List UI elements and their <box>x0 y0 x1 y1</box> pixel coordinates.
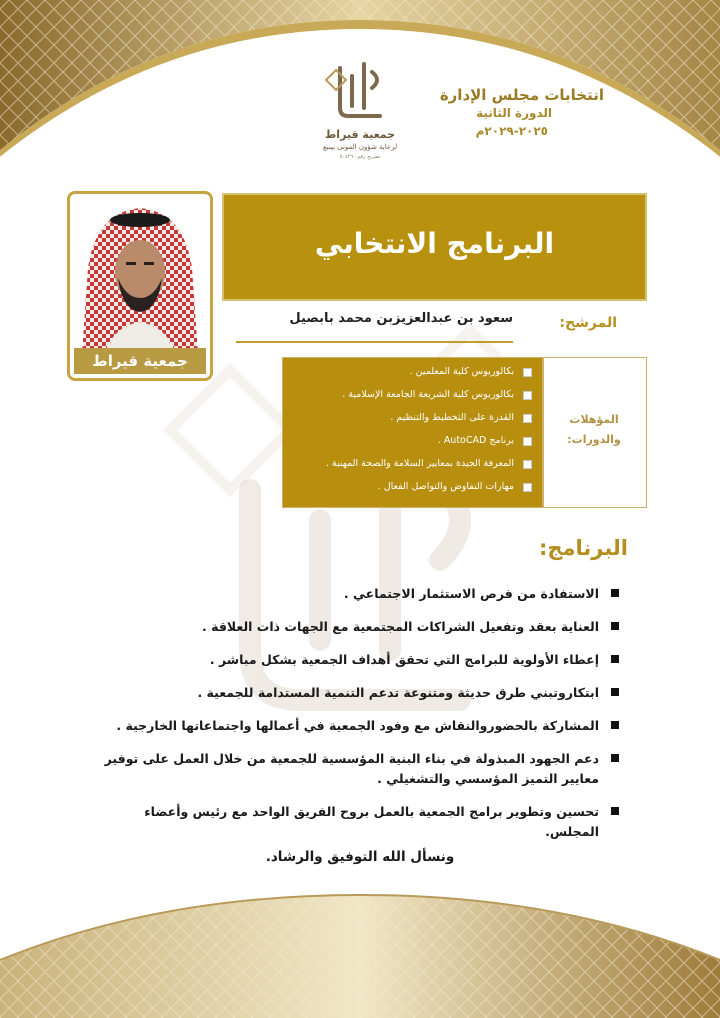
program-item <box>100 749 625 789</box>
program-list <box>100 584 625 855</box>
square-bullet-icon <box>611 688 619 696</box>
program-item <box>100 802 625 842</box>
candidate-name: سعود بن عبدالعزيزبن محمد بابصيل <box>289 311 513 326</box>
election-heading <box>374 86 604 140</box>
closing-line: ونسأل الله التوفيق والرشاد. <box>265 849 455 865</box>
qualification-text: برنامج AutoCAD . <box>437 435 514 446</box>
qualifications-label-line1: المؤهلات <box>569 413 619 426</box>
program-item <box>100 584 625 604</box>
program-item-text: العناية بعقد وتفعيل الشراكات المجتمعية مع الجهات ذات العلاقة . <box>202 619 599 634</box>
qualification-text: بكالوريوس كلية الشريعة الجامعة الإسلامية . <box>342 389 514 400</box>
candidate-photo <box>67 191 213 381</box>
logo-subtitle: لرعاية شؤون الموتى بينبع <box>322 143 398 151</box>
qualification-text: القدرة على التخطيط والتنظيم . <box>390 412 514 423</box>
qualification-text: بكالوريوس كلية المعلمين . <box>409 366 514 377</box>
qualifications-label-box <box>543 357 647 508</box>
program-item-text: دعم الجهود المبذولة في بناء البنية المؤسسية للجمعية من خلال العمل على توفير معايير التميز المؤسسي والتشغيلي . <box>104 751 599 786</box>
program-item <box>100 650 625 670</box>
program-item-text: ابتكاروتبني طرق حديثة ومتنوعة تدعم التنمية المستدامة للجمعية . <box>197 685 599 700</box>
program-item-text: إعطاء الأولوية للبرامج التي تحقق أهداف الجمعية بشكل مباشر . <box>209 652 599 667</box>
qualification-item <box>290 479 534 502</box>
qualifications-label <box>542 410 646 450</box>
program-item-text: تحسين وتطوير برامج الجمعية بالعمل بروح الفريق الواحد مع رئيس وأعضاء المجلس. <box>144 804 599 839</box>
checkbox-square-icon <box>523 460 532 469</box>
qualification-text: مهارات التفاوض والتواصل الفعال . <box>377 481 514 492</box>
program-item-text: الاستفادة من فرص الاستثمار الاجتماعي . <box>343 586 599 601</box>
square-bullet-icon <box>611 721 619 729</box>
candidate-label-box <box>513 301 647 357</box>
program-item <box>100 617 625 637</box>
qualification-item <box>290 364 534 387</box>
checkbox-square-icon <box>523 414 532 423</box>
election-title: انتخابات مجلس الإدارة <box>439 86 604 104</box>
square-bullet-icon <box>611 655 619 663</box>
qualifications-list <box>282 357 543 508</box>
square-bullet-icon <box>611 807 619 815</box>
qualifications-label-line2: والدورات: <box>567 433 621 446</box>
qualification-item <box>290 456 534 479</box>
program-item <box>100 716 625 736</box>
candidate-label: المرشح: <box>559 315 617 331</box>
election-session: الدورة الثانية <box>476 106 552 120</box>
qualification-text: المعرفة الجيدة بمعايير السلامة والصحة المهنية . <box>325 458 514 469</box>
candidate-portrait-icon <box>74 198 206 354</box>
program-banner: البرنامج الانتخابي <box>222 193 647 301</box>
candidate-row <box>226 301 647 357</box>
photo-caption: جمعية قيراط <box>74 348 206 374</box>
checkbox-square-icon <box>523 483 532 492</box>
candidate-underline <box>236 341 513 343</box>
square-bullet-icon <box>611 589 619 597</box>
logo-registration: تصريح رقم ٥٠٤٢٦٠ <box>339 154 381 160</box>
checkbox-square-icon <box>523 368 532 377</box>
qualification-item <box>290 387 534 410</box>
qualification-item <box>290 433 534 456</box>
program-item <box>100 683 625 703</box>
checkbox-square-icon <box>523 391 532 400</box>
program-item-text: المشاركة بالحضوروالنقاش مع وفود الجمعية في أعمالها واجتماعاتها الخارجية . <box>116 718 599 733</box>
election-years: ٢٠٢٥-٢٠٢٩م <box>475 124 548 138</box>
square-bullet-icon <box>611 754 619 762</box>
program-heading: البرنامج: <box>538 536 628 560</box>
qualification-item <box>290 410 534 433</box>
qualifications-items <box>290 364 534 502</box>
square-bullet-icon <box>611 622 619 630</box>
checkbox-square-icon <box>523 437 532 446</box>
logo-name: جمعية قيراط <box>324 128 396 141</box>
